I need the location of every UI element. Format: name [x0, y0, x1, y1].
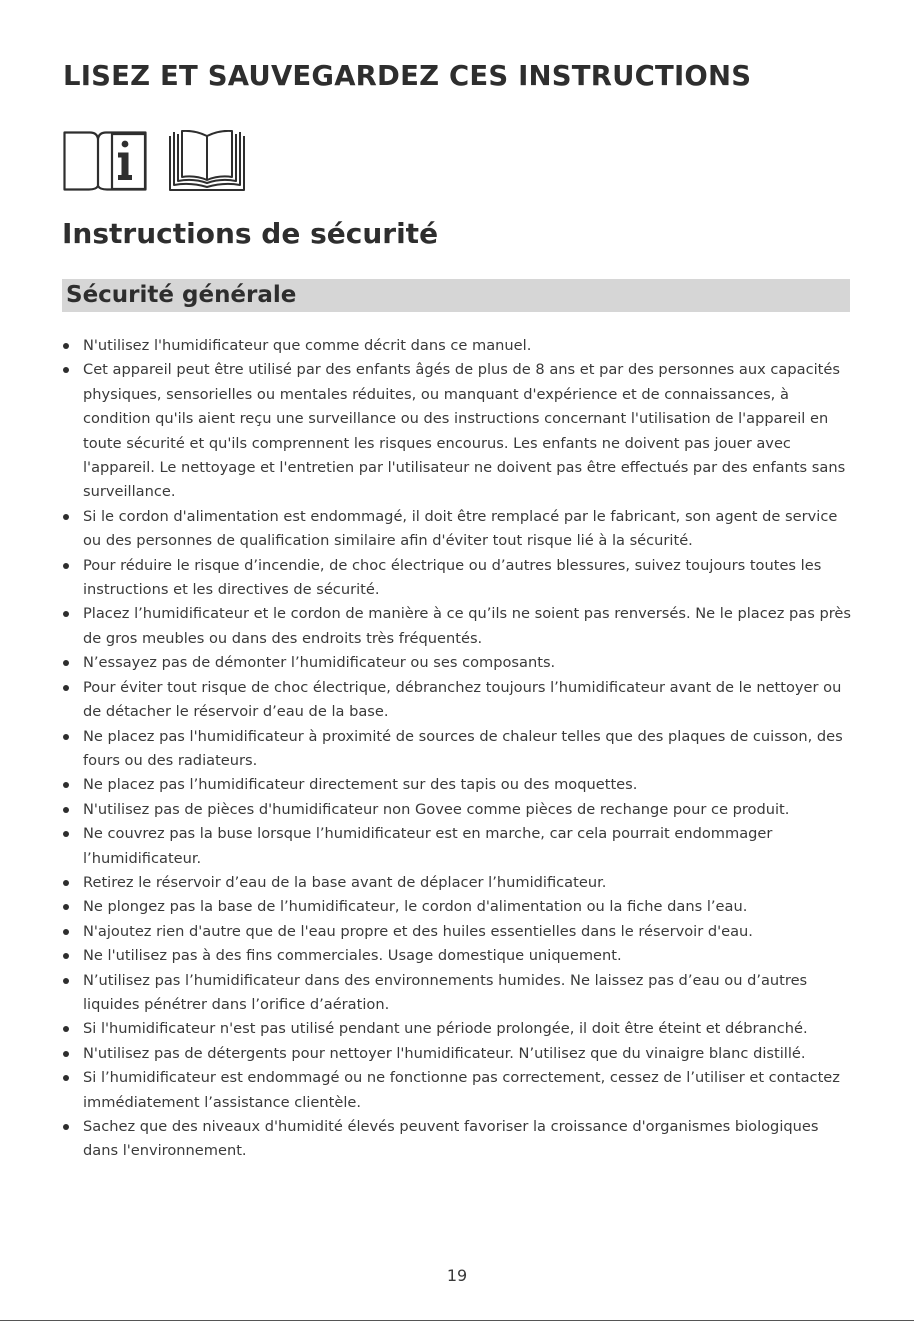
bullet-icon: [63, 953, 69, 959]
list-item-text: N'utilisez pas de pièces d'humidificateur non Govee comme pièces de rechange pour ce produit.: [83, 800, 790, 818]
bullet-icon: [63, 929, 69, 935]
list-item-text: Ne l'utilisez pas à des fins commerciales. Usage domestique uniquement.: [83, 947, 622, 965]
list-item: [62, 871, 858, 895]
bullet-icon: [63, 1124, 69, 1130]
bottom-divider: [0, 1320, 914, 1321]
subsection-header: [62, 279, 850, 312]
list-item: [62, 1042, 858, 1066]
bullet-icon: [63, 1075, 69, 1081]
list-item: [62, 676, 858, 725]
list-item: [62, 334, 858, 358]
list-item-text: N’essayez pas de démonter l’humidificateur ou ses composants.: [83, 654, 556, 672]
list-item: [62, 822, 858, 871]
list-item: [62, 773, 858, 797]
list-item: [62, 1115, 858, 1164]
list-item: [62, 505, 858, 554]
safety-instructions-list: [62, 334, 858, 1164]
list-item-text: N’utilisez pas l’humidificateur dans des environnements humides. Ne laissez pas d’eau ou d’autres liquides pénétrer dans l’orifice d’aération.: [83, 971, 808, 1013]
bullet-icon: [63, 343, 69, 349]
bullet-icon: [63, 514, 69, 520]
list-item: [62, 358, 858, 504]
list-item-text: Pour éviter tout risque de choc électrique, débranchez toujours l’humidificateur avant de le nettoyer ou de détacher le réservoir d’eau de la base.: [83, 678, 842, 721]
section-title: Instructions de sécurité: [62, 217, 439, 250]
list-item: [62, 895, 858, 919]
list-item-text: Retirez le réservoir d’eau de la base avant de déplacer l’humidificateur.: [83, 873, 607, 891]
bullet-icon: [63, 831, 69, 837]
bullet-icon: [63, 978, 69, 984]
bullet-icon: [63, 685, 69, 691]
list-item-text: Ne placez pas l'humidificateur à proximité de sources de chaleur telles que des plaques de cuisson, des fours ou des radiateurs.: [83, 727, 843, 769]
page-title: LISEZ ET SAUVEGARDEZ CES INSTRUCTIONS: [63, 60, 752, 92]
info-manual-icon: [63, 130, 147, 192]
list-item: [62, 1066, 858, 1115]
list-item-text: N'ajoutez rien d'autre que de l'eau propre et des huiles essentielles dans le réservoir d'eau.: [83, 922, 753, 940]
list-item-text: Si l’humidificateur est endommagé ou ne fonctionne pas correctement, cessez de l’utiliser et contactez immédiatement l’assistance clientèle.: [83, 1069, 840, 1111]
bullet-icon: [63, 904, 69, 910]
bullet-icon: [63, 367, 69, 373]
bullet-icon: [63, 660, 69, 666]
list-item: [62, 798, 858, 822]
list-item: [62, 969, 858, 1018]
bullet-icon: [63, 611, 69, 617]
list-item: [62, 602, 858, 651]
list-item: [62, 920, 858, 944]
list-item: [62, 554, 858, 603]
list-item-text: Si le cordon d'alimentation est endommagé, il doit être remplacé par le fabricant, son agent de service ou des personnes de qualification similaire afin d'éviter tout risque lié à la sécurité.: [83, 507, 838, 550]
list-item-text: Ne placez pas l’humidificateur directement sur des tapis ou des moquettes.: [83, 776, 638, 794]
list-item-text: Ne plongez pas la base de l’humidificateur, le cordon d'alimentation ou la fiche dans l’eau.: [83, 898, 748, 916]
subsection-title: Sécurité générale: [66, 282, 297, 308]
list-item: [62, 725, 858, 774]
bullet-icon: [63, 563, 69, 569]
list-item-text: Si l'humidificateur n'est pas utilisé pendant une période prolongée, il doit être éteint et débranché.: [83, 1020, 808, 1038]
list-item-text: N'utilisez l'humidificateur que comme décrit dans ce manuel.: [83, 337, 532, 354]
list-item-text: Pour réduire le risque d’incendie, de choc électrique ou d’autres blessures, suivez toujours toutes les instructions et les directives de sécurité.: [83, 556, 822, 599]
list-item: [62, 1017, 858, 1041]
list-item-text: N'utilisez pas de détergents pour nettoyer l'humidificateur. N’utilisez que du vinaigre blanc distillé.: [83, 1044, 806, 1062]
bullet-icon: [63, 734, 69, 740]
bullet-icon: [63, 880, 69, 886]
bullet-icon: [63, 1051, 69, 1057]
list-item-text: Ne couvrez pas la buse lorsque l’humidificateur est en marche, car cela pourrait endommager l’humidificateur.: [83, 825, 773, 867]
list-item-text: Placez l’humidificateur et le cordon de manière à ce qu’ils ne soient pas renversés. Ne le placez pas près de gros meubles ou dans des endroits très fréquentés.: [83, 605, 851, 647]
bullet-icon: [63, 782, 69, 788]
list-item-text: Cet appareil peut être utilisé par des enfants âgés de plus de 8 ans et par des personnes aux capacités physiques, sensorielles ou mentales réduites, ou manquant d'expérience et de connaissances, à condition qu'ils aient reçu une surveillance ou des instructions concernant l'utilisation de l'appareil en toute sécurité et qu'ils comprennent les risques encourus. Les enfants ne doivent pas jouer avec l'appareil. Le nettoyage et l'entretien par l'utilisateur ne doivent pas être effectués par des enfants sans surveillance.: [83, 361, 846, 501]
bullet-icon: [63, 1026, 69, 1032]
list-item-text: Sachez que des niveaux d'humidité élevés peuvent favoriser la croissance d'organismes biologiques dans l'environnement.: [83, 1118, 819, 1160]
bullet-icon: [63, 807, 69, 813]
list-item: [62, 651, 858, 675]
page-number: 19: [446, 1266, 468, 1285]
list-item: [62, 944, 858, 968]
open-book-icon: [168, 130, 246, 192]
